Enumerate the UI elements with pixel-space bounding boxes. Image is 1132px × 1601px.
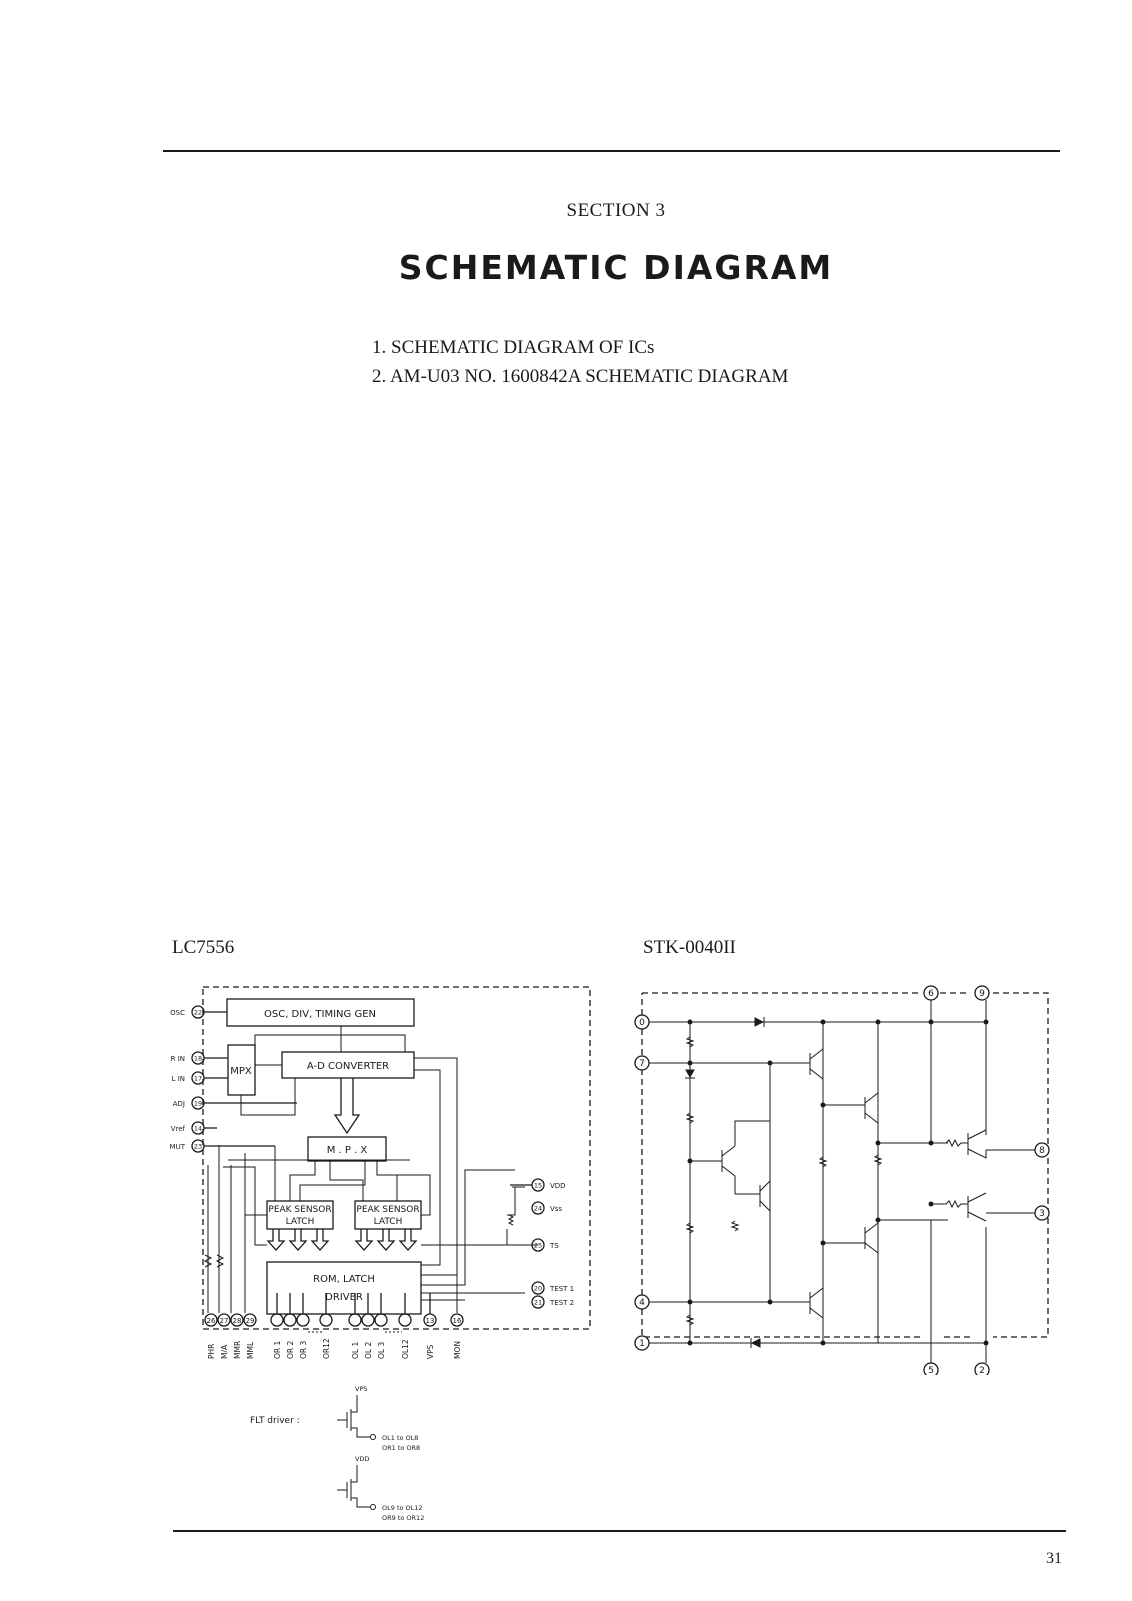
pin-label-ma: M/A [220,1344,229,1359]
page-title: SCHEMATIC DIAGRAM [398,248,834,287]
pin-label-vref: Vref [170,1125,185,1133]
svg-text:OR9 to OR12: OR9 to OR12 [382,1514,425,1520]
svg-text:13: 13 [425,1317,435,1325]
stk-package-outline [642,993,1048,1337]
pin-label-test2: TEST 2 [550,1299,575,1307]
peak-sensor-1-sublabel: LATCH [285,1217,315,1227]
pin-label-test1: TEST 1 [550,1285,575,1293]
svg-text:20: 20 [533,1284,543,1293]
contents-item: 1. SCHEMATIC DIAGRAM OF ICs [372,337,655,358]
svg-text:24: 24 [533,1204,543,1213]
contents-item: 2. AM-U03 NO. 1600842A SCHEMATIC DIAGRAM [372,366,789,387]
stk-diodes [685,1017,764,1348]
svg-text:16: 16 [452,1317,462,1325]
peak-sensor-2-sublabel: LATCH [373,1217,403,1227]
pin-label-adj: ADJ [172,1100,185,1108]
left-pins [192,1006,297,1152]
bottom-rule [173,1530,1066,1532]
mpx2-block-label: M . P . X [326,1145,368,1156]
rom-block-label: ROM, LATCH [313,1274,375,1285]
peak-sensor-2-label: PEAK SENSOR [356,1205,420,1215]
stk-wiring [649,1000,1035,1363]
svg-text:5: 5 [928,1366,934,1375]
pin-label-ol1: OL 1 [351,1341,360,1359]
stk-diagram [630,975,1060,1375]
adc-block-label: A-D CONVERTER [306,1061,390,1072]
pin-label-mut: MUT [169,1143,185,1151]
top-rule [163,150,1060,152]
svg-text:1: 1 [639,1339,645,1349]
pin-label-or2: OR 2 [286,1340,295,1359]
stk-pin-numbers [639,989,1045,1375]
rom-block-sublabel: DRIVER [325,1292,363,1303]
contents-list [372,333,788,391]
lc7556-diagram [165,975,620,1520]
svg-text:3: 3 [1039,1209,1045,1219]
svg-text:VDD: VDD [355,1455,370,1463]
flt-driver-text [355,1385,424,1520]
svg-text:OL9 to OL12: OL9 to OL12 [382,1504,423,1512]
svg-text:18: 18 [193,1054,203,1063]
svg-text:2: 2 [979,1366,985,1375]
adc-to-mpx-arrow [335,1078,359,1133]
svg-text:17: 17 [193,1074,203,1083]
svg-text:14: 14 [193,1124,203,1133]
svg-text:28: 28 [232,1317,242,1325]
right-pin-labels [549,1182,574,1307]
peak-sensor-1-label: PEAK SENSOR [268,1205,332,1215]
pin-label-ol12: OL12 [401,1339,410,1359]
osc-block-label: OSC, DIV, TIMING GEN [264,1009,376,1020]
svg-text:29: 29 [245,1317,255,1325]
pin-label-ol2: OL 2 [364,1341,373,1359]
pin-label-mon: MON [453,1341,462,1359]
pin-label-ts: TS [550,1242,559,1250]
page-number: 31 [1046,1550,1062,1567]
flt-driver-circuit [337,1395,376,1510]
svg-text:8: 8 [1039,1146,1045,1156]
left-pin-numbers [194,1009,202,1151]
right-pin-numbers [534,1182,542,1307]
section-label: SECTION 3 [566,200,666,221]
pin-label-vss: Vss [550,1205,563,1213]
lc7556-package-outline [203,987,590,1329]
pin-label-or1: OR 1 [273,1340,282,1359]
svg-text:6: 6 [928,989,934,999]
svg-text:9: 9 [979,989,985,999]
svg-text:15: 15 [533,1181,543,1190]
pin-label-vdd: VDD [550,1182,566,1190]
peak1-arrows [268,1229,328,1250]
pin-label-ol3: OL 3 [377,1341,386,1359]
pin-label-mmr: MMR [233,1340,242,1359]
peak2-arrows [356,1229,416,1250]
pin-label-or3: OR 3 [299,1340,308,1359]
left-pin-labels [170,1009,186,1151]
pin-label-rin: R IN [170,1055,185,1063]
svg-text:23: 23 [193,1142,203,1151]
svg-text:21: 21 [533,1298,543,1307]
pin-label-osc: OSC [170,1009,185,1017]
mpx-block-label: MPX [230,1066,252,1077]
svg-text:VPS: VPS [355,1385,368,1393]
stk-junctions [688,1020,989,1346]
pin-label-mml: MML [246,1341,255,1359]
svg-text:19: 19 [193,1099,203,1108]
stk-label: STK-0040II [643,937,736,958]
svg-text:0: 0 [639,1018,645,1028]
pin-label-phr: PHR [207,1343,216,1359]
svg-text:7: 7 [639,1059,645,1069]
pin-label-vps: VPS [426,1344,435,1359]
lc7556-label: LC7556 [172,937,235,958]
svg-text:27: 27 [219,1317,229,1325]
svg-text:26: 26 [206,1317,216,1325]
svg-text:OL1 to OL8: OL1 to OL8 [382,1434,419,1442]
svg-text:4: 4 [639,1298,645,1308]
stk-pins [635,986,1049,1375]
bottom-pin-labels [207,1338,462,1359]
svg-text:25: 25 [533,1241,543,1250]
svg-text:OR1 to OR8: OR1 to OR8 [382,1444,421,1452]
flt-driver-label: FLT driver : [250,1416,300,1426]
pin-label-or12: OR12 [322,1338,331,1359]
svg-text:22: 22 [193,1008,203,1017]
pin-label-lin: L IN [171,1075,185,1083]
